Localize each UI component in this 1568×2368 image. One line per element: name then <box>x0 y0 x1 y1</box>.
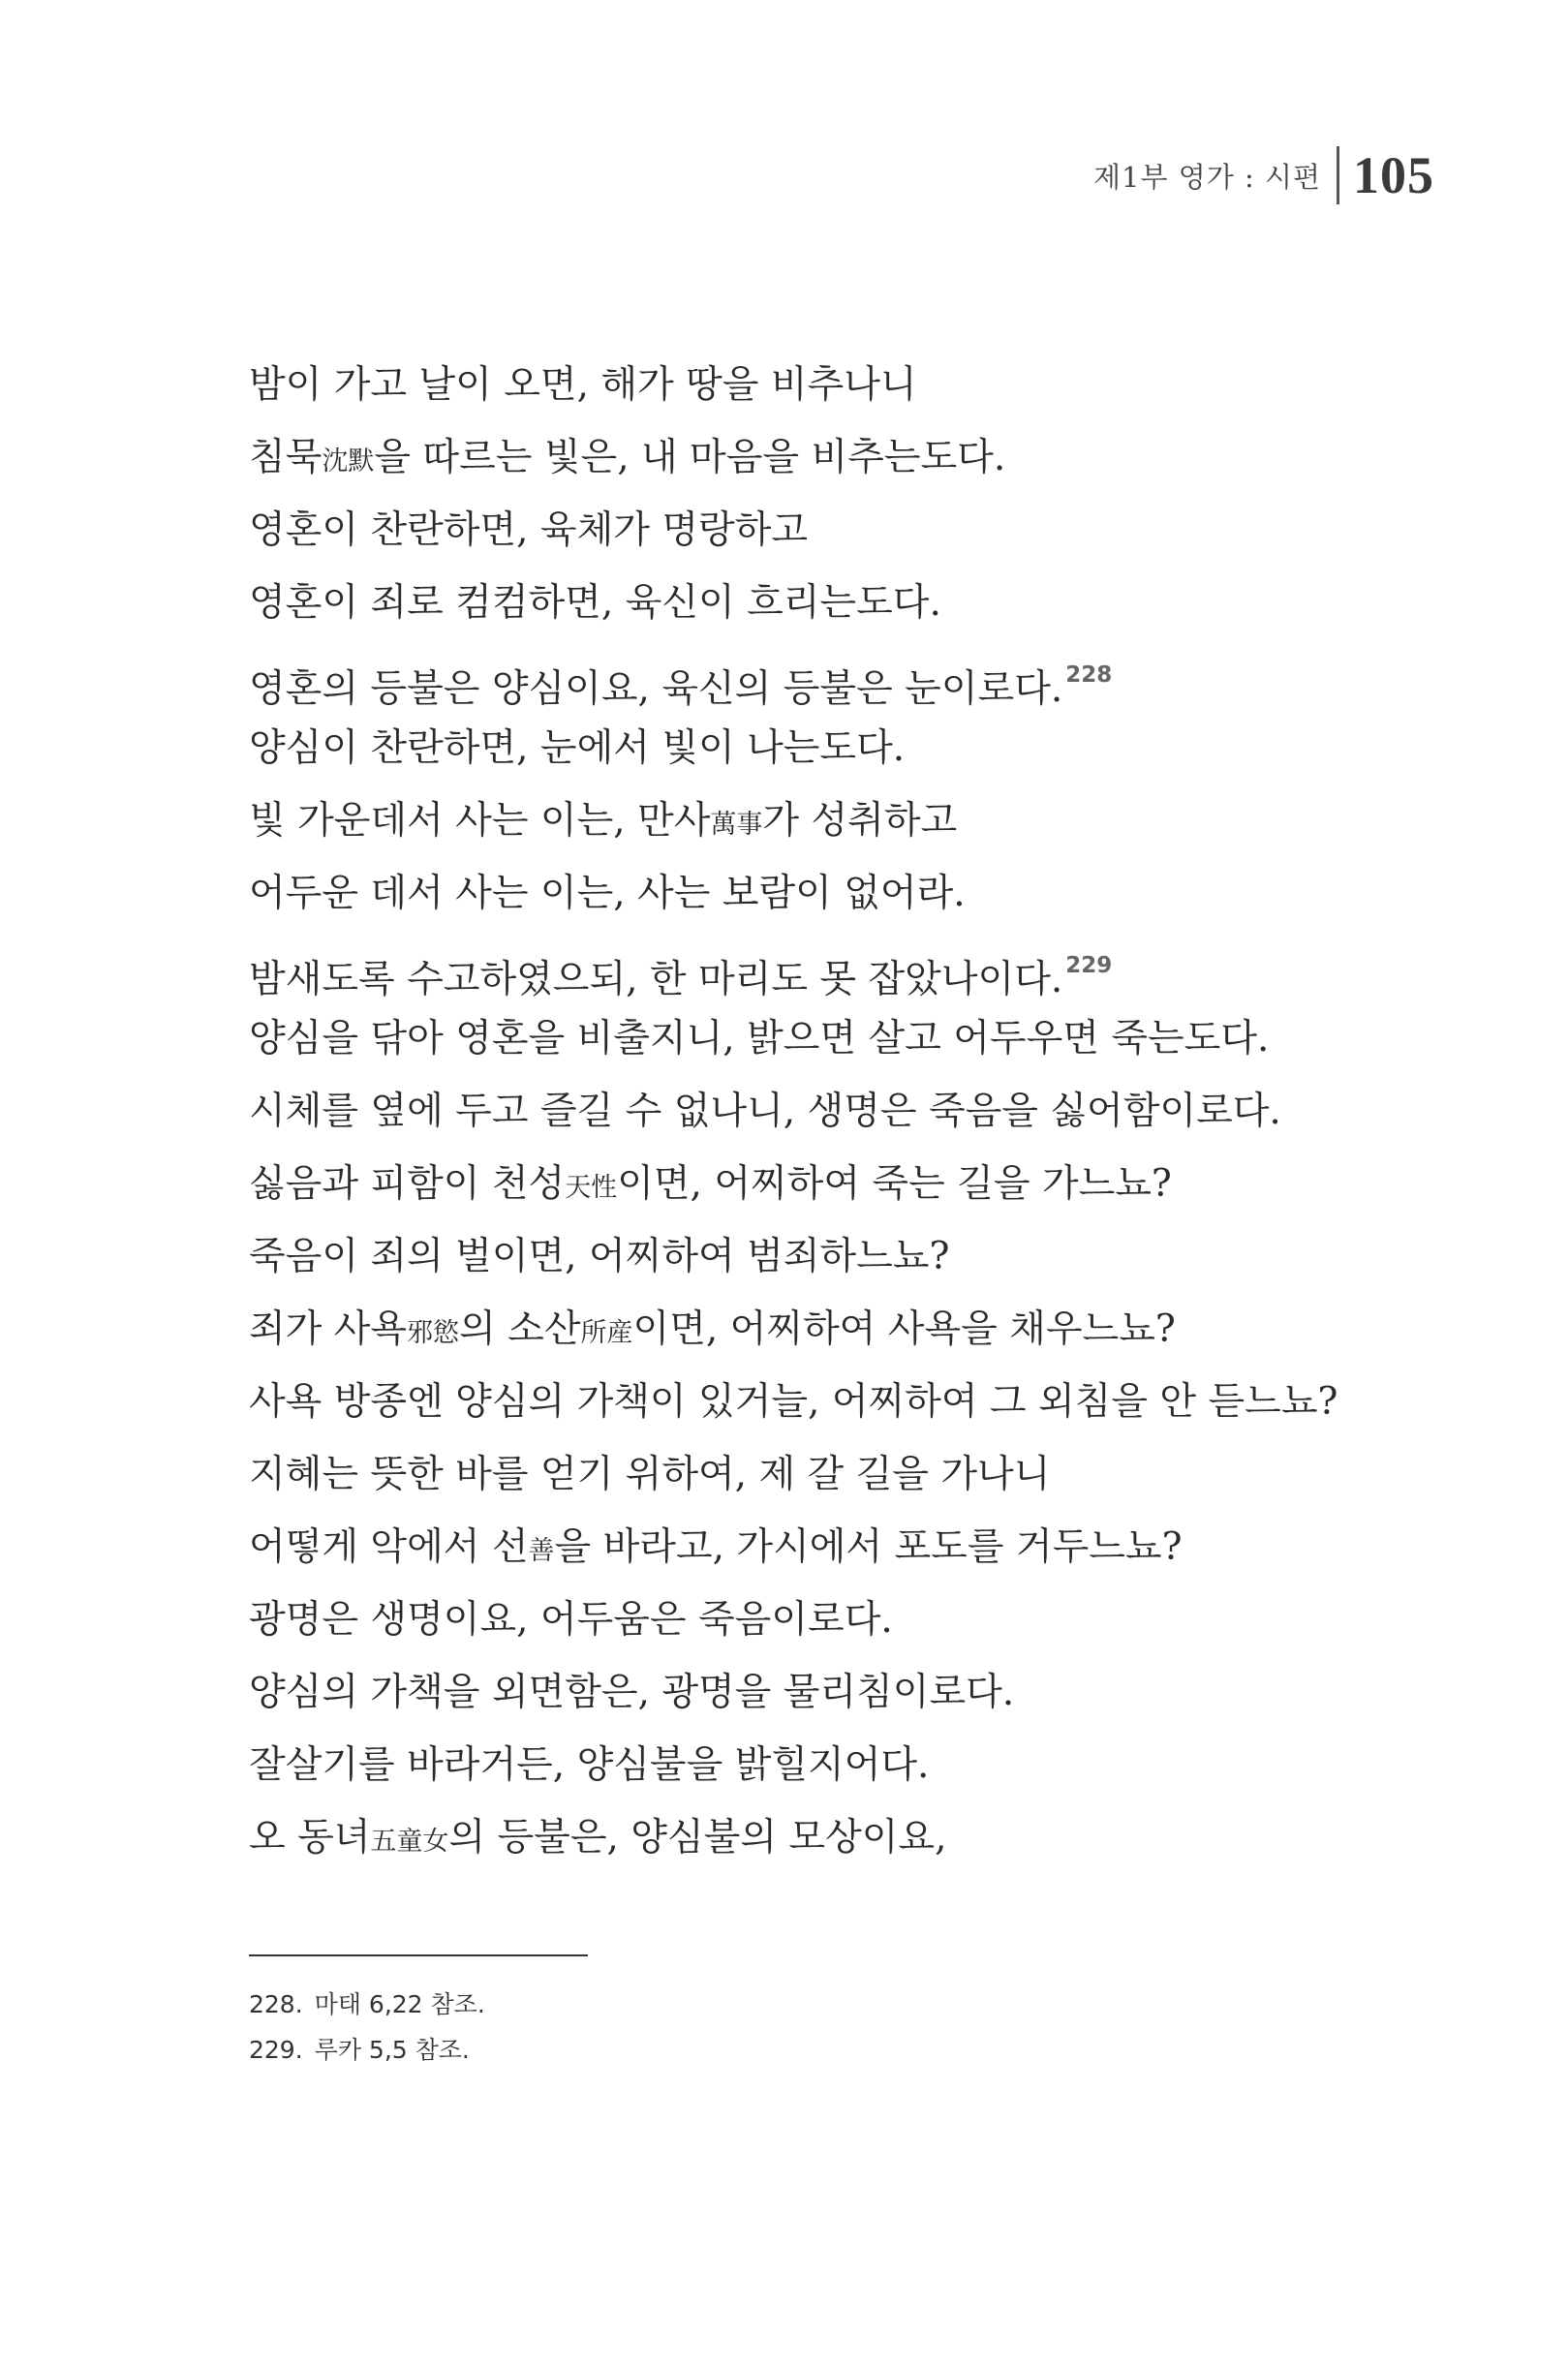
poem-line <box>249 712 1440 784</box>
page-number: 105 <box>1353 146 1434 204</box>
line-text: 이면, 어찌하여 사욕을 채우느뇨? <box>632 1307 1176 1351</box>
poem-body <box>249 349 1440 1874</box>
line-text: 영혼이 찬란하면, 육체가 명랑하고 <box>249 508 809 552</box>
poem-line <box>249 1366 1440 1438</box>
footnote-number: 228. <box>249 1990 303 2018</box>
poem-line <box>249 784 1440 857</box>
running-title: 제1부 영가 : 시편 <box>1093 160 1321 194</box>
running-header <box>1093 145 1434 205</box>
hanja-gloss: 五童女 <box>370 1827 449 1857</box>
line-text: 시체를 옆에 두고 즐길 수 없나니, 생명은 죽음을 싫어함이로다. <box>249 1090 1281 1133</box>
footnote-divider <box>249 1954 588 1956</box>
hanja-gloss: 邪慾 <box>407 1318 460 1348</box>
footnote <box>249 2027 485 2073</box>
hanja-gloss: 萬事 <box>710 810 763 840</box>
line-text: 의 등불은, 양심불의 모상이요, <box>448 1816 947 1860</box>
line-text: 침묵 <box>249 436 323 479</box>
footnotes <box>249 1982 485 2073</box>
poem-line <box>249 930 1440 1002</box>
line-text: 싫음과 피함이 천성 <box>249 1162 566 1206</box>
footnote-reference: 228 <box>1065 662 1113 688</box>
footnote <box>249 1982 485 2027</box>
poem-line <box>249 421 1440 494</box>
poem-line <box>249 567 1440 639</box>
poem-line <box>249 1801 1440 1874</box>
line-text: 죄가 사욕 <box>249 1307 408 1351</box>
poem-line <box>249 1729 1440 1801</box>
poem-line <box>249 1438 1440 1511</box>
line-text: 지혜는 뜻한 바를 얻기 위하여, 제 갈 길을 가나니 <box>249 1453 1051 1496</box>
line-text: 밤이 가고 날이 오면, 해가 땅을 비추나니 <box>249 363 917 407</box>
poem-line <box>249 1656 1440 1729</box>
line-text: 사욕 방종엔 양심의 가책이 있거늘, 어찌하여 그 외침을 안 듣느뇨? <box>249 1380 1338 1424</box>
footnote-text: 마태 6,22 참조. <box>314 1990 485 2018</box>
line-text: 양심을 닦아 영혼을 비출지니, 밝으면 살고 어두우면 죽는도다. <box>249 1017 1270 1061</box>
header-divider <box>1337 146 1339 204</box>
poem-line <box>249 1148 1440 1220</box>
hanja-gloss: 所産 <box>580 1318 633 1348</box>
line-text: 어떻게 악에서 선 <box>249 1525 529 1569</box>
line-text: 을 바라고, 가시에서 포도를 거두느뇨? <box>554 1525 1183 1569</box>
line-text: 양심의 가책을 외면함은, 광명을 물리침이로다. <box>249 1671 1015 1714</box>
poem-line <box>249 1584 1440 1656</box>
line-text: 영혼이 죄로 컴컴하면, 육신이 흐리는도다. <box>249 581 941 625</box>
poem-line <box>249 639 1440 712</box>
line-text: 영혼의 등불은 양심이요, 육신의 등불은 눈이로다. <box>249 667 1063 711</box>
line-text: 이면, 어찌하여 죽는 길을 가느뇨? <box>617 1162 1172 1206</box>
line-text: 빛 가운데서 사는 이는, 만사 <box>249 799 711 843</box>
hanja-gloss: 善 <box>528 1536 555 1566</box>
poem-line <box>249 1002 1440 1075</box>
hanja-gloss: 沈默 <box>322 446 375 477</box>
line-text: 어두운 데서 사는 이는, 사는 보람이 없어라. <box>249 872 966 915</box>
line-text: 광명은 생명이요, 어두움은 죽음이로다. <box>249 1598 893 1642</box>
footnote-reference: 229 <box>1065 953 1113 978</box>
line-text: 가 성취하고 <box>762 799 958 843</box>
line-text: 을 따르는 빛은, 내 마음을 비추는도다. <box>374 436 1006 479</box>
line-text: 오 동녀 <box>249 1816 371 1860</box>
poem-line <box>249 1293 1440 1366</box>
poem-line <box>249 1220 1440 1293</box>
line-text: 잘살기를 바라거든, 양심불을 밝힐지어다. <box>249 1743 930 1787</box>
poem-line <box>249 1075 1440 1148</box>
poem-line <box>249 349 1440 421</box>
line-text: 양심이 찬란하면, 눈에서 빛이 나는도다. <box>249 726 906 770</box>
footnote-number: 229. <box>249 2036 303 2064</box>
line-text: 죽음이 죄의 벌이면, 어찌하여 범죄하느뇨? <box>249 1235 950 1278</box>
poem-line <box>249 494 1440 567</box>
poem-line <box>249 1511 1440 1584</box>
line-text: 의 소산 <box>459 1307 581 1351</box>
line-text: 밤새도록 수고하였으되, 한 마리도 못 잡았나이다. <box>249 958 1063 1001</box>
poem-line <box>249 857 1440 930</box>
hanja-gloss: 天性 <box>565 1173 618 1203</box>
footnote-text: 루카 5,5 참조. <box>314 2036 470 2064</box>
